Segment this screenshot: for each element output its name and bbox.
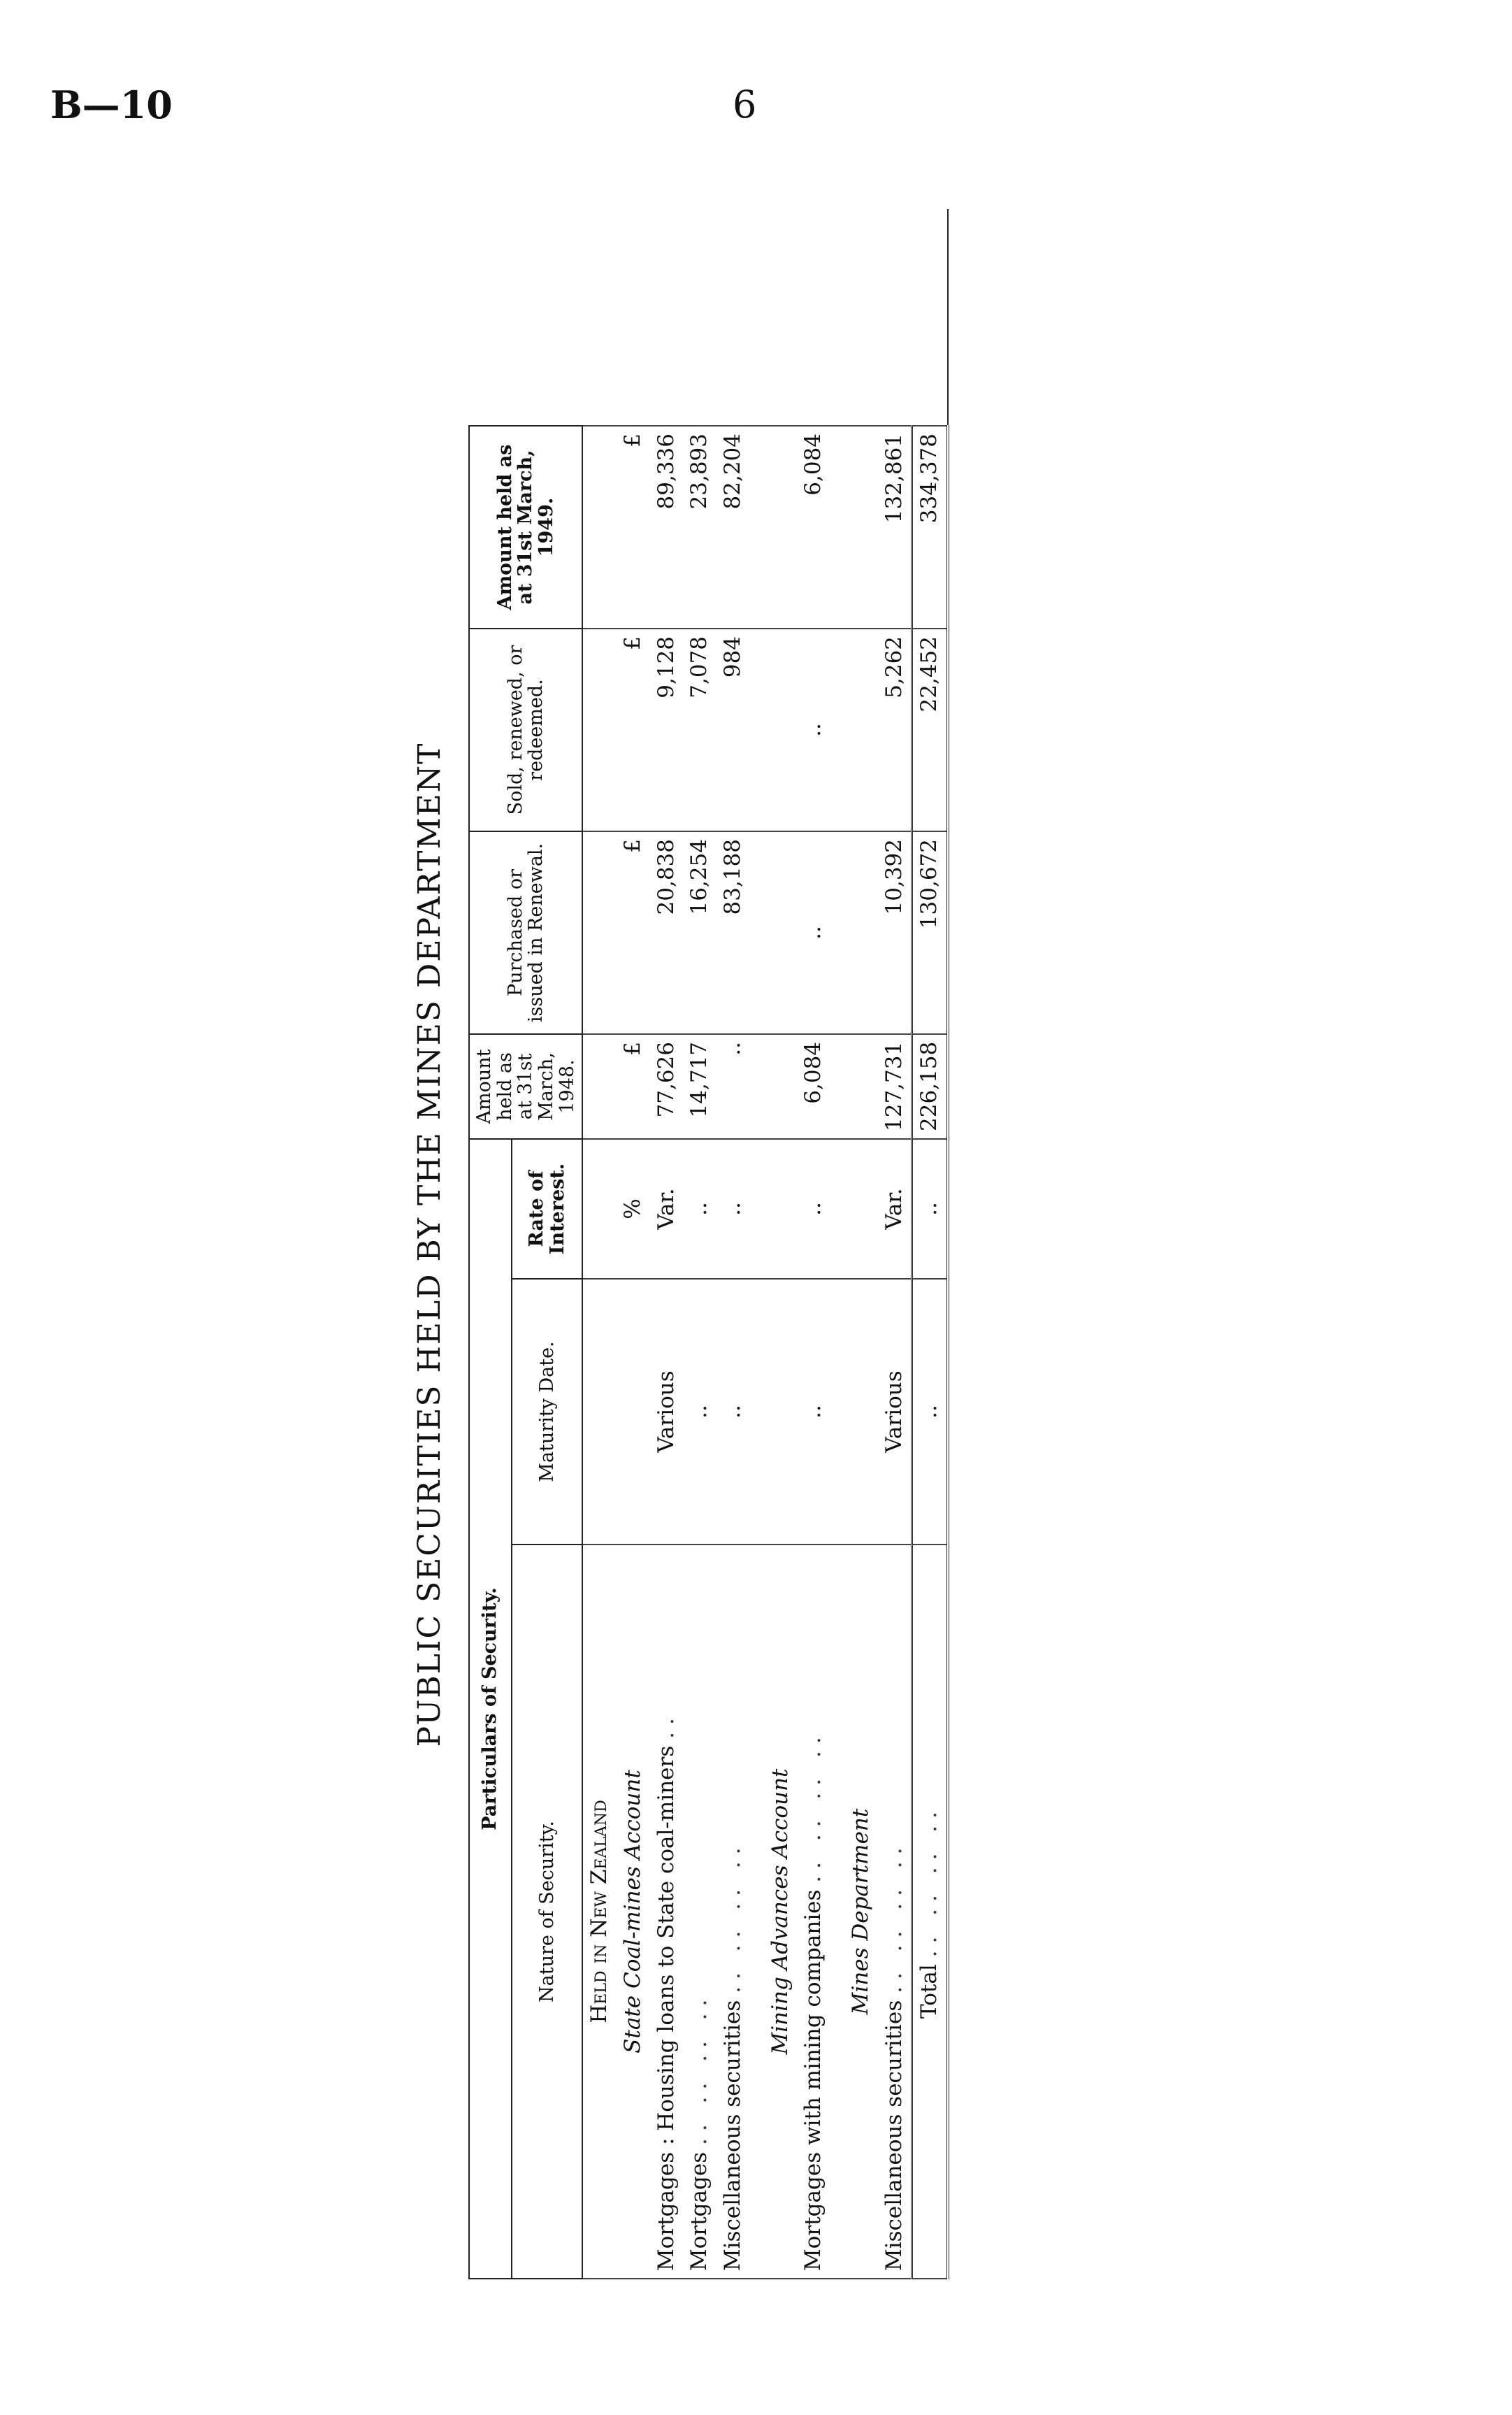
nature-cell: Miscellaneous securities <box>720 2000 745 2271</box>
section-mines-dept: Mines Department <box>847 1808 873 2015</box>
rotated-table-block <box>391 210 1111 2279</box>
maturity-cell: .. <box>797 1279 830 1545</box>
nature-cell: Mortgages : Housing loans to State coal-miners <box>653 1745 679 2271</box>
purchased-header: Purchased or issued in Renewal. <box>469 831 582 1034</box>
section-coal-account: State Coal-mines Account <box>620 1770 646 2054</box>
total-held-1949: 334,378 <box>912 426 948 629</box>
rate-cell: Var. <box>878 1139 912 1279</box>
held-1949-cell: 82,204 <box>717 426 750 629</box>
rate-cell: .. <box>683 1139 717 1279</box>
rate-cell: .. <box>717 1139 750 1279</box>
section-row <box>582 209 617 2279</box>
maturity-cell: .. <box>912 1279 948 1545</box>
maturity-cell: .. <box>683 1279 717 1545</box>
sold-cell: 984 <box>717 629 750 831</box>
pound-unit: £ <box>617 629 650 831</box>
nature-header: Nature of Security. <box>512 1545 583 2279</box>
page-reference: B—10 <box>50 83 173 127</box>
table-title: PUBLIC SECURITIES HELD BY THE MINES DEPARTMENT <box>411 742 447 1747</box>
maturity-cell: .. <box>717 1279 750 1545</box>
sold-cell: 9,128 <box>650 629 684 831</box>
held-1948-cell: 77,626 <box>650 1034 684 1139</box>
particulars-header: Particulars of Security. <box>469 1139 512 2279</box>
total-sold: 22,452 <box>912 629 948 831</box>
maturity-cell: Various <box>878 1279 912 1545</box>
percent-unit: % <box>617 1139 650 1279</box>
held-1948-header: Amount held as at 31st March, 1948. <box>469 1034 582 1139</box>
sold-cell: 5,262 <box>878 629 912 831</box>
nature-cell: Mortgages with mining companies <box>800 1889 826 2271</box>
table-row: Mortgages : Housing loans to State coal-miners .. Various Var. 77,626 20,838 9,128 89,336 <box>650 209 684 2279</box>
held-1948-cell: 6,084 <box>797 1034 830 1139</box>
rate-cell: Var. <box>650 1139 684 1279</box>
table-row: Miscellaneous securities .. .. .. .. .. .. .. 83,188 984 82,204 <box>717 209 750 2279</box>
section-row <box>750 209 798 2279</box>
rate-cell: .. <box>797 1139 830 1279</box>
nature-cell: Miscellaneous securities <box>881 2000 907 2271</box>
held-1948-cell: 14,717 <box>683 1034 717 1139</box>
rate-cell: .. <box>912 1139 948 1279</box>
held-1949-cell: 6,084 <box>797 426 830 629</box>
total-label: Total <box>916 1964 942 2019</box>
purchased-cell: 20,838 <box>650 831 684 1034</box>
held-1949-cell: 132,861 <box>878 426 912 629</box>
section-mining-account: Mining Advances Account <box>767 1768 793 2055</box>
rate-header: Rate of Interest. <box>512 1139 583 1279</box>
sold-cell: .. <box>797 629 830 831</box>
held-1948-cell: 127,731 <box>878 1034 912 1139</box>
sold-cell: 7,078 <box>683 629 717 831</box>
pound-unit: £ <box>617 1034 650 1139</box>
page-number: 6 <box>733 83 757 127</box>
purchased-cell: 16,254 <box>683 831 717 1034</box>
pound-unit: £ <box>617 831 650 1034</box>
section-row <box>617 209 650 2279</box>
table-row: Miscellaneous securities .. .. .. .. Various Var. 127,731 10,392 5,262 132,861 <box>878 209 912 2279</box>
table-row: Mortgages with mining companies .. .. .. .. .. .. 6,084 .. .. 6,084 <box>797 209 830 2279</box>
purchased-cell: .. <box>797 831 830 1034</box>
securities-table <box>468 209 949 2279</box>
purchased-cell: 10,392 <box>878 831 912 1034</box>
table-row: Mortgages .. .. .. .. .. .. 14,717 16,254 7,078 23,893 <box>683 209 717 2279</box>
maturity-cell: Various <box>650 1279 684 1545</box>
maturity-header: Maturity Date. <box>512 1279 583 1545</box>
section-held-in-nz: Held in New Zealand <box>586 1800 612 2023</box>
held-1949-cell: 89,336 <box>650 426 684 629</box>
total-held-1948: 226,158 <box>912 1034 948 1139</box>
sold-header: Sold, renewed, or redeemed. <box>469 629 582 831</box>
purchased-cell: 83,188 <box>717 831 750 1034</box>
held-1949-header: Amount held as at 31st March, 1949. <box>469 426 582 629</box>
total-purchased: 130,672 <box>912 831 948 1034</box>
pound-unit: £ <box>617 426 650 629</box>
total-row: Total .. .. .. .. .. .. 226,158 130,672 22,452 334,378 <box>912 209 948 2279</box>
section-row <box>830 209 878 2279</box>
nature-cell: Mortgages <box>686 2151 712 2271</box>
held-1948-cell: .. <box>717 1034 750 1139</box>
held-1949-cell: 23,893 <box>683 426 717 629</box>
